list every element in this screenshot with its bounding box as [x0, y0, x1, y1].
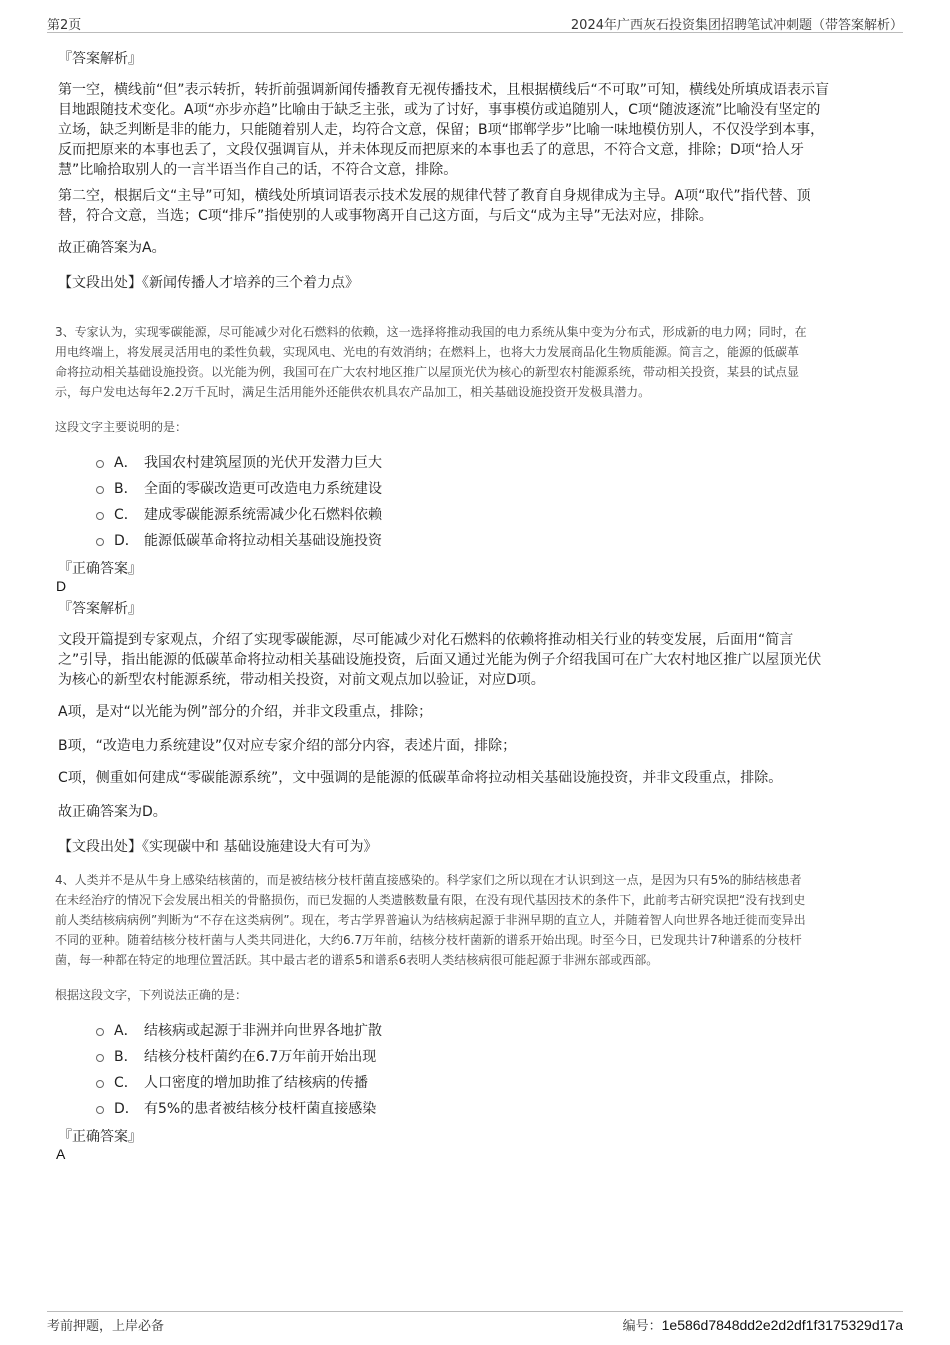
text-line: 之”引导，指出能源的低碳革命将拉动相关基础设施投资，后面又通过光能为例子介绍我国可在广大农村地区推广以屋顶光伏 [58, 652, 822, 668]
page-number: 第2页 [47, 18, 82, 33]
q3-option-a[interactable]: A． 我国农村建筑屋顶的光伏开发潜力巨大 [96, 452, 382, 472]
text-line: 3、专家认为，实现零碳能源，尽可能减少对化石燃料的依赖，这一选择将推动我国的电力系统从集中变为分布式，形成新的电力网；同时，在 [55, 325, 807, 339]
analysis-option-c: C项，侧重如何建成“零碳能源系统”，文中强调的是能源的低碳革命将拉动相关基础设施投资，并非文段重点，排除。 [58, 770, 783, 786]
text-line: 为核心的新型农村能源系统，带动相关投资，对前文观点加以验证，对应D项。 [58, 672, 545, 688]
page-footer [47, 1311, 903, 1334]
radio-icon[interactable] [96, 486, 104, 494]
radio-icon[interactable] [96, 1028, 104, 1036]
document-code: 编号：1e586d7848dd2e2d2df1f3175329d17a [622, 1317, 903, 1334]
text-line: 在未经治疗的情况下会发展出相关的骨骼损伤，而已发掘的人类遗骸数量有限，在没有现代基因技术的条件下，此前考古研究误把“没有找到史 [55, 893, 806, 907]
passage-source: 【文段出处】《实现碳中和 基础设施建设大有可为》 [58, 839, 378, 855]
text-line: 示，每户发电达每年2.2万千瓦时，满足生活用能外还能供农机具农产品加工，相关基础设施投资开发极具潜力。 [55, 385, 651, 399]
radio-icon[interactable] [96, 460, 104, 468]
text-line: 4、人类并不是从牛身上感染结核菌的，而是被结核分枝杆菌直接感染的。科学家们之所以现在才认识到这一点，是因为只有5%的肺结核患者 [55, 873, 802, 887]
analysis-paragraph-1 [58, 80, 898, 180]
text-line: 目地跟随技术变化。A项“亦步亦趋”比喻由于缺乏主张，或为了讨好，事事模仿或追随别人，C项“随波逐流”比喻没有坚定的 [58, 102, 821, 118]
passage-source: 【文段出处】《新闻传播人才培养的三个着力点》 [58, 275, 359, 291]
text-line: 前人类结核病病例”判断为“不存在这类病例”。现在，考古学界普遍认为结核病起源于非洲早期的直立人，并随着智人向世界各地迁徙而变异出 [55, 913, 806, 927]
text-line: 替，符合文意，当选；C项“排斥”指使别的人或事物离开自己这方面，与后文“成为主导”无法对应，排除。 [58, 208, 713, 224]
document-title: 2024年广西灰石投资集团招聘笔试冲刺题（带答案解析） [570, 18, 903, 33]
text-line: 命将拉动相关基础设施投资。以光能为例，我国可在广大农村地区推广以屋顶光伏为核心的新型农村能源系统，带动相关投资，某县的试点显 [55, 365, 800, 379]
correct-answer-label: 『正确答案』 [58, 1129, 142, 1145]
text-line: 立场，缺乏判断是非的能力，只能随着别人走，均符合文意，保留；B项“邯郸学步”比喻一味地模仿别人，不仅没学到本事， [58, 122, 825, 138]
text-line: 用电终端上，将发展灵活用电的柔性负载，实现风电、光电的有效消纳；在燃料上，也将大力发展商品化生物质能源。简言之，能源的低碳革 [55, 345, 800, 359]
q3-option-d[interactable]: D． 能源低碳革命将拉动相关基础设施投资 [96, 530, 382, 550]
q4-option-c[interactable]: C． 人口密度的增加助推了结核病的传播 [96, 1072, 368, 1092]
correct-answer-label: 『正确答案』 [58, 561, 142, 577]
q3-option-b[interactable]: B． 全面的零碳改造更可改造电力系统建设 [96, 478, 382, 498]
text-line: 文段开篇提到专家观点，介绍了实现零碳能源，尽可能减少对化石燃料的依赖将推动相关行业的转变发展，后面用“简言 [58, 632, 794, 648]
radio-icon[interactable] [96, 1080, 104, 1088]
correct-answer: A [56, 1146, 66, 1162]
analysis-paragraph-2 [58, 186, 898, 226]
text-line: 不同的亚种。随着结核分枝杆菌与人类共同进化，大约6.7万年前，结核分枝杆菌新的谱系开始出现。时至今日，已发现共计7种谱系的分枝杆 [55, 933, 802, 947]
radio-icon[interactable] [96, 1054, 104, 1062]
conclusion: 故正确答案为D。 [58, 804, 167, 820]
q3-option-c[interactable]: C． 建成零碳能源系统需减少化石燃料依赖 [96, 504, 382, 524]
question-3-prompt: 这段文字主要说明的是： [55, 420, 188, 434]
analysis-label: 『答案解析』 [58, 51, 142, 67]
question-4-prompt: 根据这段文字，下列说法正确的是： [55, 988, 248, 1002]
text-line: 反而把原来的本事也丢了，文段仅强调盲从，并未体现反而把原来的本事也丢了的意思，不符合文意，排除；D项“拾人牙 [58, 142, 805, 158]
correct-answer: D [56, 578, 67, 594]
q4-option-b[interactable]: B． 结核分枝杆菌约在6.7万年前开始出现 [96, 1046, 376, 1066]
radio-icon[interactable] [96, 1106, 104, 1114]
text-line: 慧”比喻拾取别人的一言半语当作自己的话，不符合文意，排除。 [58, 162, 458, 178]
analysis-paragraph-1 [58, 630, 898, 690]
question-3-stem [55, 322, 900, 402]
conclusion: 故正确答案为A。 [58, 240, 166, 256]
text-line: 第一空，横线前“但”表示转折，转折前强调新闻传播教育无视传播技术，且根据横线后“不可取”可知，横线处所填成语表示盲 [58, 82, 830, 98]
analysis-option-b: B项，“改造电力系统建设”仅对应专家介绍的部分内容，表述片面，排除； [58, 738, 517, 754]
page-header [47, 12, 903, 33]
footer-slogan: 考前押题，上岸必备 [47, 1319, 165, 1334]
analysis-option-a: A项，是对“以光能为例”部分的介绍，并非文段重点，排除； [58, 704, 433, 720]
question-4-stem [55, 870, 900, 970]
analysis-label: 『答案解析』 [58, 601, 142, 617]
q4-option-a[interactable]: A． 结核病或起源于非洲并向世界各地扩散 [96, 1020, 382, 1040]
radio-icon[interactable] [96, 538, 104, 546]
text-line: 第二空，根据后文“主导”可知，横线处所填词语表示技术发展的规律代替了教育自身规律成为主导。A项“取代”指代替、顶 [58, 188, 811, 204]
radio-icon[interactable] [96, 512, 104, 520]
q4-option-d[interactable]: D． 有5%的患者被结核分枝杆菌直接感染 [96, 1098, 376, 1118]
text-line: 菌，每一种都在特定的地理位置活跃。其中最古老的谱系5和谱系6表明人类结核病很可能起源于非洲东部或西部。 [55, 953, 659, 967]
